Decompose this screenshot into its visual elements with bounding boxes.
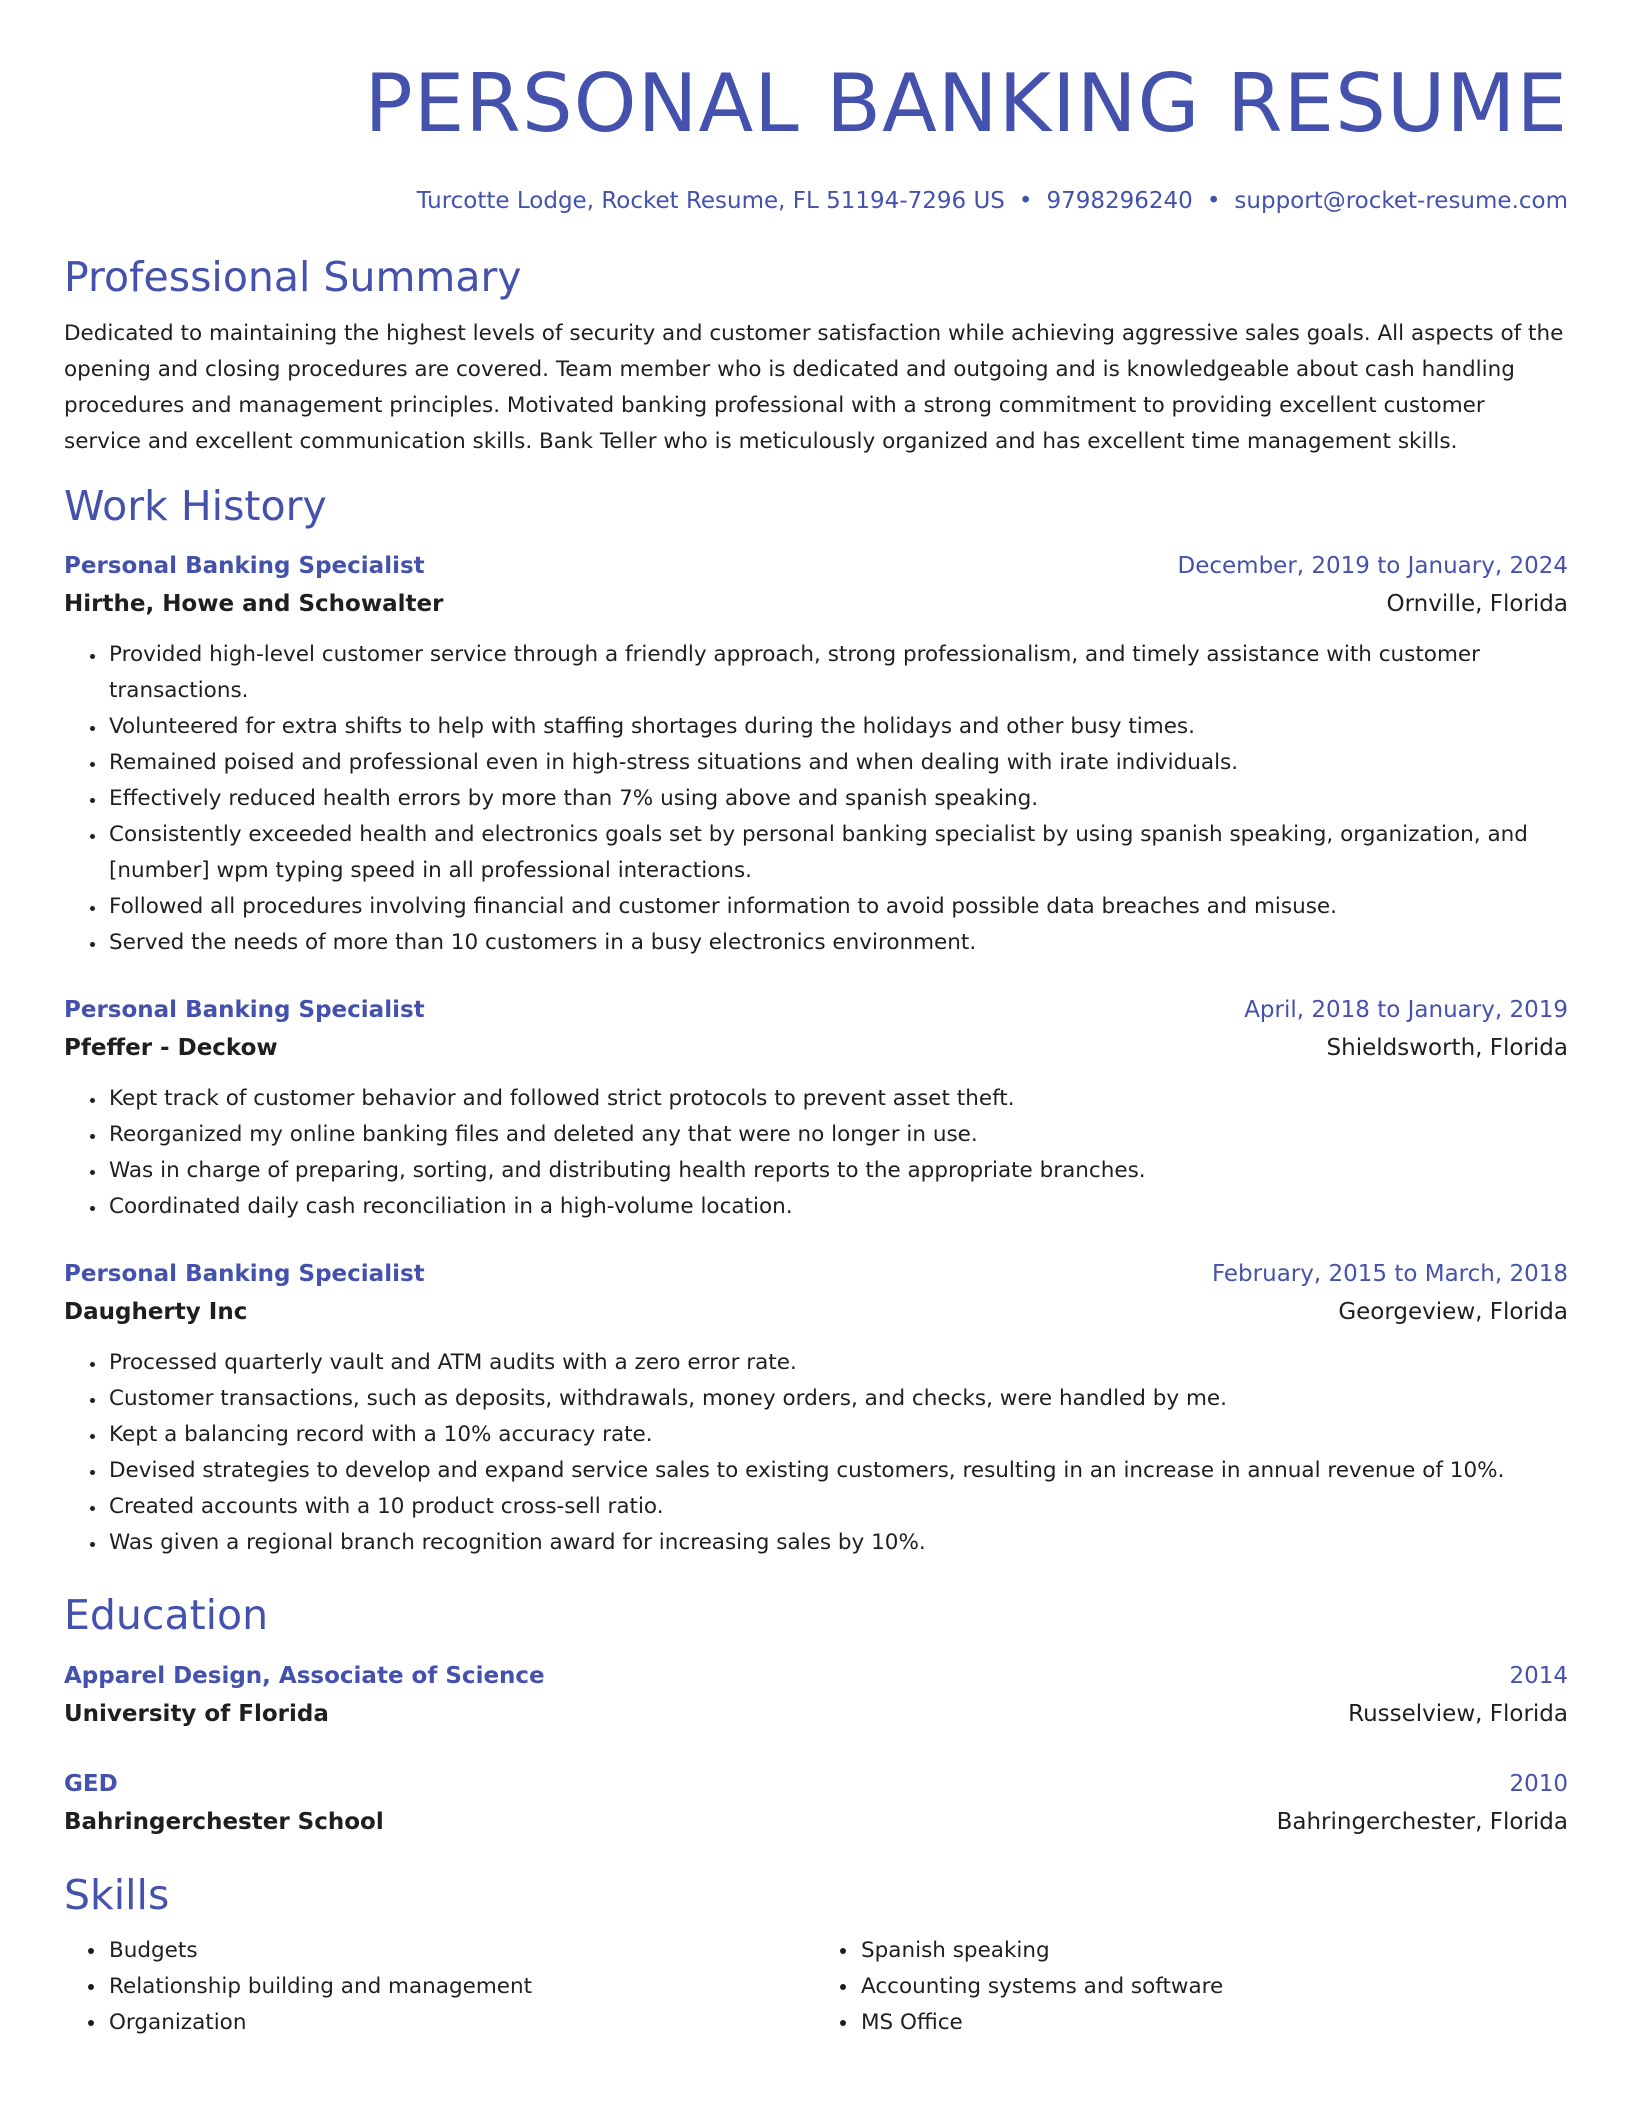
summary-section xyxy=(64,251,1568,460)
list-item: • Processed quarterly vault and ATM audits with a zero error rate. xyxy=(107,1345,1568,1381)
job-entry xyxy=(64,1255,1568,1561)
job-bullets xyxy=(64,637,1568,961)
contact-phone: 9798296240 xyxy=(1046,188,1193,214)
education-degree: GED xyxy=(64,1771,118,1797)
skill-item: • Organization xyxy=(107,2005,816,2041)
education-school: University of Florida xyxy=(64,1701,329,1727)
list-item: • Was in charge of preparing, sorting, and distributing health reports to the appropriate branches. xyxy=(107,1153,1568,1189)
job-location: Georgeview, Florida xyxy=(1338,1299,1568,1325)
job-dates: February, 2015 to March, 2018 xyxy=(1211,1261,1568,1287)
skill-item: • Spanish speaking xyxy=(859,1933,1568,1969)
job-role: Personal Banking Specialist xyxy=(64,553,425,579)
job-company: Pfeffer - Deckow xyxy=(64,1035,278,1061)
job-company: Hirthe, Howe and Schowalter xyxy=(64,591,444,617)
list-item: • Kept track of customer behavior and followed strict protocols to prevent asset theft. xyxy=(107,1081,1568,1117)
education-year: 2014 xyxy=(1509,1663,1568,1689)
contact-line xyxy=(64,186,1568,216)
list-item: • Customer transactions, such as deposits, withdrawals, money orders, and checks, were handled by me. xyxy=(107,1381,1568,1417)
list-item: • Remained poised and professional even in high-stress situations and when dealing with irate individuals. xyxy=(107,745,1568,781)
education-location: Bahringerchester, Florida xyxy=(1276,1809,1568,1835)
list-item: • Reorganized my online banking files and deleted any that were no longer in use. xyxy=(107,1117,1568,1153)
job-entry xyxy=(64,991,1568,1225)
list-item: • Provided high-level customer service through a friendly approach, strong professionalism, and timely assistance with customer transactions. xyxy=(107,637,1568,709)
list-item: • Served the needs of more than 10 customers in a busy electronics environment. xyxy=(107,925,1568,961)
page-title: PERSONAL BANKING RESUME xyxy=(364,57,1568,150)
summary-text: Dedicated to maintaining the highest levels of security and customer satisfaction while achieving aggressive sales goals. All aspects of the opening and closing procedures are covered. Team member who is dedicated and outgoing and is knowledgeable about cash handling procedures and management principles. Motivated banking professional with a strong commitment to providing excellent customer service and excellent communication skills. Bank Teller who is meticulously organized and has excellent time management skills. xyxy=(64,321,1564,454)
education-section xyxy=(64,1589,1568,1841)
section-title-education: Education xyxy=(64,1591,269,1639)
list-item: • Consistently exceeded health and electronics goals set by personal banking specialist by using spanish speaking, organization, and [number] wpm typing speed in all professional interactions. xyxy=(107,817,1568,889)
list-item: • Followed all procedures involving financial and customer information to avoid possible data breaches and misuse. xyxy=(107,889,1568,925)
job-location: Ornville, Florida xyxy=(1386,591,1568,617)
section-title-skills: Skills xyxy=(64,1871,170,1919)
skill-item: • Budgets xyxy=(107,1933,816,1969)
list-item: • Effectively reduced health errors by more than 7% using above and spanish speaking. xyxy=(107,781,1568,817)
list-item: • Created accounts with a 10 product cross-sell ratio. xyxy=(107,1489,1568,1525)
job-dates: December, 2019 to January, 2024 xyxy=(1177,553,1568,579)
contact-separator: • xyxy=(1018,188,1033,214)
job-location: Shieldsworth, Florida xyxy=(1326,1035,1568,1061)
education-school: Bahringerchester School xyxy=(64,1809,384,1835)
skills-section xyxy=(64,1869,1568,2041)
skills-list-left xyxy=(64,1933,816,2041)
job-dates: April, 2018 to January, 2019 xyxy=(1244,997,1568,1023)
section-title-summary: Professional Summary xyxy=(64,253,522,301)
skills-columns xyxy=(64,1933,1568,2041)
skills-list-right xyxy=(816,1933,1568,2041)
job-company: Daugherty Inc xyxy=(64,1299,248,1325)
job-entry xyxy=(64,547,1568,961)
education-location: Russelview, Florida xyxy=(1348,1701,1568,1727)
section-title-work-history: Work History xyxy=(64,482,327,530)
list-item: • Volunteered for extra shifts to help with staffing shortages during the holidays and other busy times. xyxy=(107,709,1568,745)
list-item: • Coordinated daily cash reconciliation in a high-volume location. xyxy=(107,1189,1568,1225)
contact-separator: • xyxy=(1206,188,1221,214)
contact-email: support@rocket-resume.com xyxy=(1234,188,1568,214)
skill-item: • MS Office xyxy=(859,2005,1568,2041)
contact-address: Turcotte Lodge, Rocket Resume, FL 51194-7296 US xyxy=(416,188,1005,214)
job-role: Personal Banking Specialist xyxy=(64,1261,425,1287)
list-item: • Was given a regional branch recognition award for increasing sales by 10%. xyxy=(107,1525,1568,1561)
skill-item: • Accounting systems and software xyxy=(859,1969,1568,2005)
resume-header xyxy=(64,0,1568,216)
education-entry xyxy=(64,1657,1568,1733)
job-bullets xyxy=(64,1081,1568,1225)
work-history-section xyxy=(64,480,1568,1561)
list-item: • Devised strategies to develop and expand service sales to existing customers, resulting in an increase in annual revenue of 10%. xyxy=(107,1453,1568,1489)
skill-item: • Relationship building and management xyxy=(107,1969,816,2005)
education-year: 2010 xyxy=(1509,1771,1568,1797)
job-role: Personal Banking Specialist xyxy=(64,997,425,1023)
education-degree: Apparel Design, Associate of Science xyxy=(64,1663,545,1689)
job-bullets xyxy=(64,1345,1568,1561)
list-item: • Kept a balancing record with a 10% accuracy rate. xyxy=(107,1417,1568,1453)
education-entry xyxy=(64,1765,1568,1841)
